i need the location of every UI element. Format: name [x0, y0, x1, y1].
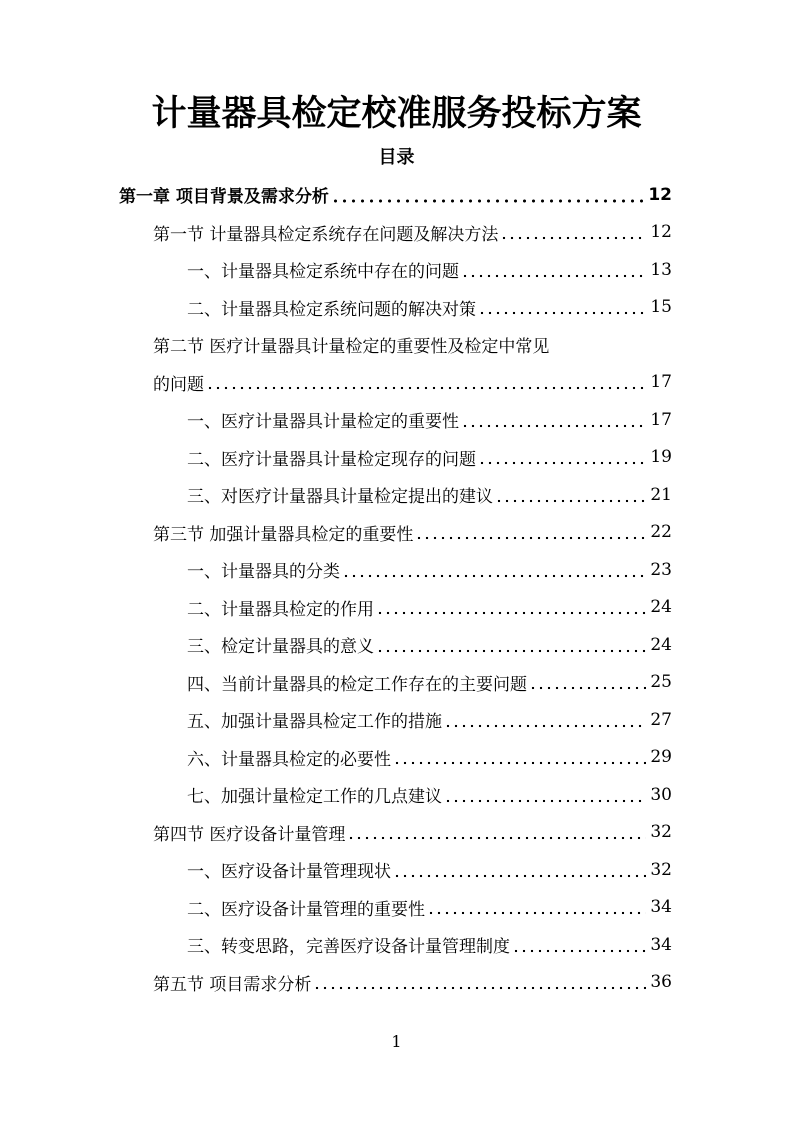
- dot-leader: [495, 499, 646, 503]
- toc-entry-page: 17: [650, 409, 672, 430]
- toc-item-entry[interactable]: [187, 701, 672, 738]
- toc-entry-page: 24: [650, 597, 672, 617]
- toc-entry-label: 七、加强计量检定工作的几点建议: [187, 787, 442, 807]
- toc-section-entry[interactable]: [153, 814, 672, 851]
- toc-heading: 目录: [378, 147, 415, 168]
- dot-leader: [444, 799, 646, 803]
- toc-entry-page: 34: [650, 934, 672, 955]
- dot-leader: [427, 911, 646, 915]
- toc-entry-label: 第一节 计量器具检定系统存在问题及解决方法: [153, 224, 499, 245]
- dot-leader: [376, 649, 646, 653]
- toc-entry-page: 12: [650, 222, 672, 242]
- toc-entry-page: 22: [650, 522, 672, 542]
- toc-entry-page: 21: [650, 484, 672, 505]
- dot-leader: [478, 461, 646, 465]
- dot-leader: [206, 386, 646, 390]
- toc-entry-label: 的问题: [153, 374, 204, 395]
- toc-entry-page: 36: [650, 972, 672, 992]
- toc-entry-wrap-line[interactable]: [153, 326, 549, 363]
- page-number: 1: [391, 1032, 402, 1051]
- dot-leader: [331, 199, 644, 203]
- toc-entry-page: 12: [648, 184, 672, 205]
- toc-item-entry[interactable]: [187, 439, 672, 476]
- toc-entry-page: 25: [650, 672, 672, 692]
- toc-entry-page: 24: [650, 634, 672, 655]
- toc-item-entry[interactable]: [187, 776, 672, 813]
- document-title: 计量器具检定校准服务投标方案: [151, 94, 642, 134]
- toc-entry-label: 六、计量器具检定的必要性: [187, 749, 391, 770]
- toc-entry-label: 第五节 项目需求分析: [153, 974, 312, 995]
- dot-leader: [347, 836, 646, 840]
- toc-entry-label: 第一章 项目背景及需求分析: [119, 187, 329, 207]
- toc-item-entry[interactable]: [187, 401, 672, 438]
- toc-section-entry[interactable]: [153, 214, 672, 251]
- toc-item-entry[interactable]: [187, 251, 672, 288]
- toc-entry-label: 一、计量器具的分类: [187, 562, 340, 582]
- dot-leader: [500, 236, 646, 240]
- toc-item-entry[interactable]: [187, 289, 672, 326]
- toc-entry-label: 二、医疗计量器具计量检定现存的问题: [187, 449, 476, 470]
- toc-item-entry[interactable]: [187, 926, 672, 963]
- toc-entry-label: 一、医疗计量器具计量检定的重要性: [187, 412, 459, 432]
- toc-item-entry[interactable]: [187, 589, 672, 626]
- toc-item-entry[interactable]: [187, 664, 672, 701]
- toc-item-entry[interactable]: [187, 551, 672, 588]
- toc-entry-label: 二、医疗设备计量管理的重要性: [187, 899, 425, 920]
- toc-entry-page: 27: [650, 709, 672, 730]
- toc-entry-label: 二、计量器具检定系统问题的解决对策: [187, 299, 476, 320]
- toc-item-entry[interactable]: [187, 851, 672, 888]
- dot-leader: [444, 724, 646, 728]
- dot-leader: [529, 686, 646, 690]
- toc-section-entry[interactable]: [153, 514, 672, 551]
- toc-entry-label: 三、检定计量器具的意义: [187, 637, 374, 657]
- toc-entry-label: 一、医疗设备计量管理现状: [187, 862, 391, 882]
- toc-entry-page: 17: [650, 372, 672, 392]
- toc-entry-page: 32: [650, 859, 672, 880]
- dot-leader: [342, 574, 646, 578]
- toc-chapter-entry[interactable]: [119, 176, 672, 213]
- toc-entry-label: 一、计量器具检定系统中存在的问题: [187, 262, 459, 282]
- dot-leader: [512, 949, 646, 953]
- toc-entry-label: 四、当前计量器具的检定工作存在的主要问题: [187, 674, 527, 695]
- toc-entry-page: 23: [650, 559, 672, 580]
- dot-leader: [461, 424, 646, 428]
- toc-entry-label: 二、计量器具检定的作用: [187, 599, 374, 620]
- toc-entry-page: 15: [650, 297, 672, 317]
- dot-leader: [461, 274, 646, 278]
- dot-leader: [415, 536, 646, 540]
- toc-entry-page: 30: [650, 784, 672, 805]
- toc-entry-label: 五、加强计量器具检定工作的措施: [187, 712, 442, 732]
- toc-entry-page: 13: [650, 259, 672, 280]
- toc-item-entry[interactable]: [187, 889, 672, 926]
- toc-entry-label: 第三节 加强计量器具检定的重要性: [153, 524, 414, 545]
- toc-entry-page: 19: [650, 447, 672, 467]
- toc-entry-label: 第四节 医疗设备计量管理: [153, 824, 346, 845]
- toc-entry-page: 32: [650, 822, 672, 842]
- toc-item-entry[interactable]: [187, 739, 672, 776]
- toc-item-entry[interactable]: [187, 476, 672, 513]
- toc-item-entry[interactable]: [187, 626, 672, 663]
- dot-leader: [393, 874, 646, 878]
- dot-leader: [376, 611, 646, 615]
- toc-section-entry[interactable]: [153, 964, 672, 1001]
- toc-entry-label: 第二节 医疗计量器具计量检定的重要性及检定中常见: [153, 337, 550, 357]
- dot-leader: [313, 986, 646, 990]
- toc-entry[interactable]: [153, 364, 672, 401]
- toc-entry-page: 34: [650, 897, 672, 917]
- toc-entry-label: 三、对医疗计量器具计量检定提出的建议: [187, 487, 493, 507]
- toc-entry-label: 三、转变思路，完善医疗设备计量管理制度: [187, 937, 510, 957]
- dot-leader: [478, 311, 646, 315]
- toc-entry-page: 29: [650, 747, 672, 767]
- dot-leader: [393, 761, 646, 765]
